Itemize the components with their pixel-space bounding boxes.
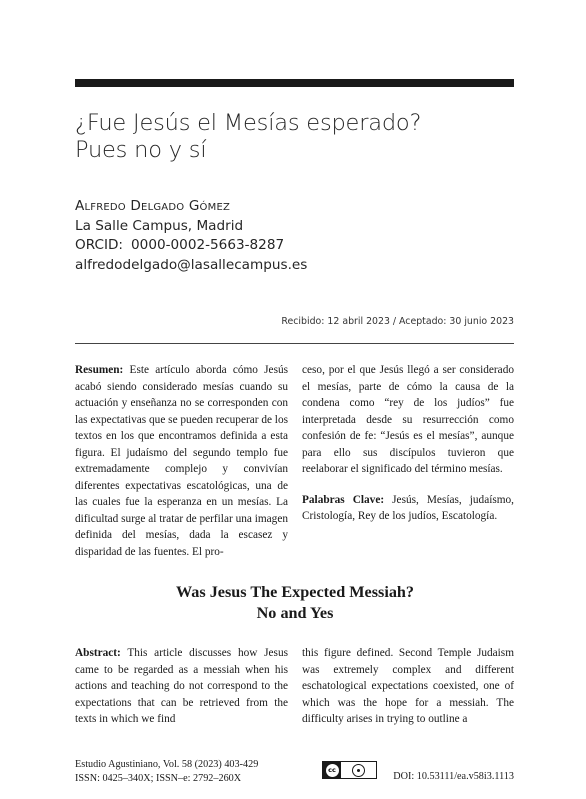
resumen-text-left: Este artículo aborda cómo Jesús acabó siendo considerado mesías cuando su actuación y enseñanza no se corresponden con las expectativas que se pueden recuperar de los textos en los que encontramos definida a esta figura. El judaísmo del segundo templo fue extremadamente complejo y convivían diferentes expectativas escatológicas, una de las cuales fue la esperanza en un mesías. La dificultad surge al tratar de perfilar una imagen definida del mesías, dada la escasez y disparidad de las fuentes. El pro- <box>75 364 289 559</box>
title-line-1: ¿Fue Jesús el Mesías esperado? <box>75 110 422 136</box>
orcid-id[interactable]: 0000-0002-5663-8287 <box>131 237 285 253</box>
en-title-line-2: No and Yes <box>256 604 334 622</box>
resumen-column-left <box>75 362 288 561</box>
cc-license-icon[interactable] <box>322 761 377 779</box>
resumen-label: Resumen: <box>75 364 124 376</box>
abstract-column-left <box>75 645 288 728</box>
article-title-es <box>75 110 515 164</box>
palabras-clave-label: Palabras Clave: <box>302 493 385 506</box>
journal-issn: ISSN: 0425–340X; ISSN–e: 2792–260X <box>75 772 242 784</box>
abstract-column-right <box>302 645 514 728</box>
top-rule <box>75 79 514 87</box>
author-orcid <box>75 236 515 256</box>
abstract-text-right: this figure defined. Second Temple Judaism was extremely complex and different eschatological expectations coexisted, one of which was the hope for a messiah. The difficulty arises in trying to outline a <box>302 647 514 726</box>
cc-icon-glyph: cc <box>326 764 339 777</box>
abstract-text-left: This article discusses how Jesus came to be regarded as a messiah when his actions and teaching do not correspond to the expectations that can be retrieved from the texts in which we find <box>75 647 288 726</box>
orcid-label: ORCID: <box>75 237 124 253</box>
en-title-line-1: Was Jesus The Expected Messiah? <box>175 583 415 601</box>
by-attribution-icon <box>352 764 365 777</box>
received-accepted-dates: Recibido: 12 abril 2023 / Aceptado: 30 junio 2023 <box>281 316 514 327</box>
section-divider <box>75 343 514 344</box>
journal-citation: Estudio Agustiniano, Vol. 58 (2023) 403-429 <box>75 759 259 770</box>
palabras-clave-text: Jesús, Mesías, judaísmo, Cristología, Rey de los judíos, Escatología. <box>302 493 514 523</box>
resumen-text-right: ceso, por el que Jesús llegó a ser considerado el mesías, parte de cómo la causa de la condena como “rey de los judíos” fue interpretada desde su resurrección como confesión de fe: “Jesús es el mesías”, aunque para ello sus discípulos tuvieron que reelaborar el significado del término mesías. <box>302 364 514 476</box>
title-line-2: Pues no y sí <box>75 137 207 163</box>
resumen-column-right <box>302 362 514 525</box>
palabras-clave <box>302 492 514 525</box>
author-affiliation: La Salle Campus, Madrid <box>75 217 244 234</box>
author-block <box>75 197 515 275</box>
article-title-en <box>75 582 515 624</box>
author-name: Alfredo Delgado Gómez <box>75 198 231 214</box>
author-email[interactable]: alfredodelgado@lasallecampus.es <box>75 256 308 273</box>
abstract-label: Abstract: <box>75 647 121 659</box>
doi-link[interactable]: DOI: 10.53111/ea.v58i3.1113 <box>393 771 514 782</box>
journal-footer <box>75 758 258 785</box>
